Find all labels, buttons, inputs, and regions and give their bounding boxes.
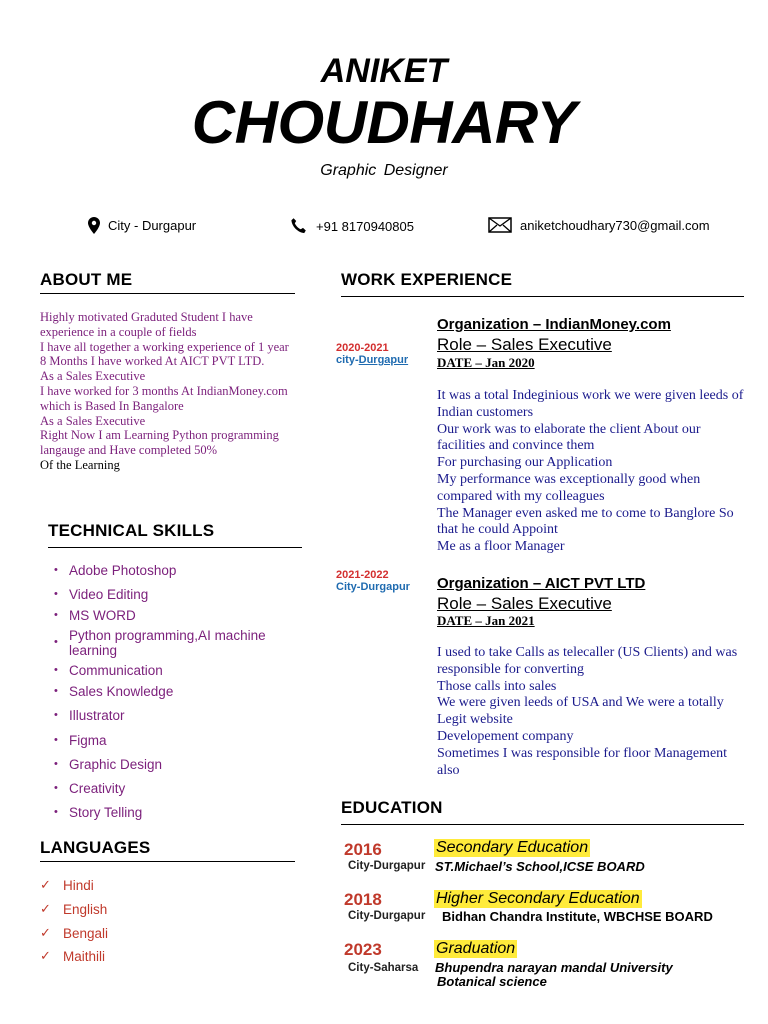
skill-item: • Communication bbox=[54, 663, 163, 678]
bullet-icon: • bbox=[54, 609, 58, 621]
job-role: Role – Sales Executive bbox=[437, 335, 612, 354]
job-date: DATE – Jan 2020 bbox=[437, 355, 535, 370]
work-divider bbox=[341, 296, 744, 297]
bullet-icon: • bbox=[54, 806, 58, 818]
bullet-icon: • bbox=[54, 685, 58, 697]
languages-divider bbox=[40, 861, 295, 862]
language-item: ✓ English bbox=[40, 900, 108, 917]
skills-divider bbox=[48, 547, 302, 548]
about-divider bbox=[40, 293, 295, 294]
skill-item: • Python programming,AI machine learning bbox=[54, 628, 266, 658]
education-title: Graduation bbox=[436, 940, 516, 957]
education-institution: Bhupendra narayan mandal University bbox=[435, 960, 673, 975]
checkmark-icon: ✓ bbox=[40, 948, 51, 964]
education-heading: EDUCATION bbox=[341, 798, 443, 817]
skill-item: • Creativity bbox=[54, 781, 126, 796]
map-pin-icon bbox=[88, 217, 100, 234]
about-line: Highly motivated Graduted Student I have experience in a couple of fields bbox=[40, 310, 253, 339]
phone-icon bbox=[290, 217, 308, 235]
job-organization: Organization – IndianMoney.com bbox=[437, 316, 671, 333]
bullet-icon: • bbox=[54, 588, 58, 600]
education-year: 2023 bbox=[344, 940, 382, 959]
skill-item: • Story Telling bbox=[54, 805, 143, 820]
job-role: Role – Sales Executive bbox=[437, 594, 612, 613]
about-line: I have worked for 3 months At IndianMoney.com which is Based In Bangalore bbox=[40, 383, 288, 413]
job-description: I used to take Calls as telecaller (US Clients) and was responsible for converting Those calls into sales We were given leeds of USA and We were a totally Legit website Developement company Sometimes I was responsible for floor Management also bbox=[437, 645, 738, 778]
skill-item: • Illustrator bbox=[54, 708, 125, 723]
job-years: 2020-2021 bbox=[336, 342, 389, 354]
education-institution-detail: Botanical science bbox=[437, 974, 547, 989]
job-date: DATE – Jan 2021 bbox=[437, 613, 535, 628]
email-text[interactable]: aniketchoudhary730@gmail.com bbox=[520, 217, 710, 233]
skill-item: • Figma bbox=[54, 733, 107, 748]
job-description: It was a total Indeginious work we were given leeds of Indian customers Our work was to elaborate the client About our facilities and convince them For purchasing our Application My performance was exceptionally good when compared with my colleagues The Manager even asked me to come to Banglore So that he could Appoint Me as a floor Manager bbox=[437, 388, 744, 555]
envelope-icon bbox=[488, 217, 512, 233]
contact-location bbox=[88, 217, 196, 234]
work-heading: WORK EXPERIENCE bbox=[341, 270, 513, 289]
skills-list bbox=[50, 563, 290, 820]
first-name: ANIKET bbox=[320, 52, 448, 90]
language-item: ✓ Bengali bbox=[40, 924, 109, 941]
languages-heading: LANGUAGES bbox=[40, 838, 151, 857]
bullet-icon: • bbox=[54, 709, 58, 721]
education-year: 2016 bbox=[344, 840, 382, 859]
education-divider bbox=[341, 824, 744, 825]
job-years: 2021-2022 bbox=[336, 569, 389, 581]
skill-item: • MS WORD bbox=[54, 608, 136, 623]
checkmark-icon: ✓ bbox=[40, 877, 51, 892]
about-line: As a Sales Executive bbox=[40, 413, 146, 428]
job-city: City-Durgapur bbox=[336, 581, 410, 593]
checkmark-icon: ✓ bbox=[40, 924, 51, 940]
education-year: 2018 bbox=[344, 890, 382, 909]
education-city: City-Durgapur bbox=[348, 910, 426, 922]
education-institution: ST.Michael’s School,ICSE BOARD bbox=[435, 859, 645, 874]
bullet-icon: • bbox=[54, 564, 58, 576]
languages-list bbox=[40, 878, 108, 973]
skill-item: • Graphic Design bbox=[54, 757, 163, 772]
education-title: Secondary Education bbox=[436, 839, 589, 856]
job-title: Graphic Designer bbox=[320, 162, 448, 179]
contact-phone bbox=[290, 217, 414, 235]
bullet-icon: • bbox=[54, 636, 58, 648]
last-name: CHOUDHARY bbox=[191, 89, 577, 156]
language-item: ✓ Maithili bbox=[40, 948, 106, 965]
about-line: Right Now I am Learning Python programming langauge and Have completed 50% bbox=[40, 428, 279, 458]
about-line: 8 Months I have worked At AICT PVT LTD. bbox=[40, 354, 265, 369]
education-city: City-Durgapur bbox=[348, 860, 426, 872]
skill-item: • Sales Knowledge bbox=[54, 684, 174, 699]
about-line: I have all together a working experience of 1 year bbox=[40, 339, 289, 354]
checkmark-icon: ✓ bbox=[40, 900, 51, 916]
job-organization: Organization – AICT PVT LTD bbox=[437, 575, 646, 592]
skill-item: • Video Editing bbox=[54, 587, 149, 602]
skills-heading: TECHNICAL SKILLS bbox=[48, 521, 215, 540]
bullet-icon: • bbox=[54, 758, 58, 770]
about-heading: ABOUT ME bbox=[40, 270, 133, 289]
bullet-icon: • bbox=[54, 782, 58, 794]
contact-email bbox=[488, 217, 710, 233]
skill-item: • Adobe Photoshop bbox=[54, 563, 177, 578]
phone-text: +91 8170940805 bbox=[316, 218, 414, 234]
about-line: As a Sales Executive bbox=[40, 369, 146, 384]
language-item: ✓ Hindi bbox=[40, 877, 94, 893]
about-line: Of the Learning bbox=[40, 457, 120, 472]
job-city: city-Durgapur bbox=[336, 354, 409, 366]
education-title: Higher Secondary Education bbox=[436, 890, 640, 907]
location-text: City - Durgapur bbox=[108, 218, 197, 233]
about-text bbox=[40, 310, 295, 473]
bullet-icon: • bbox=[54, 734, 58, 746]
bullet-icon: • bbox=[54, 664, 58, 676]
education-city: City-Saharsa bbox=[348, 962, 419, 974]
education-institution: Bidhan Chandra Institute, WBCHSE BOARD bbox=[442, 909, 713, 924]
